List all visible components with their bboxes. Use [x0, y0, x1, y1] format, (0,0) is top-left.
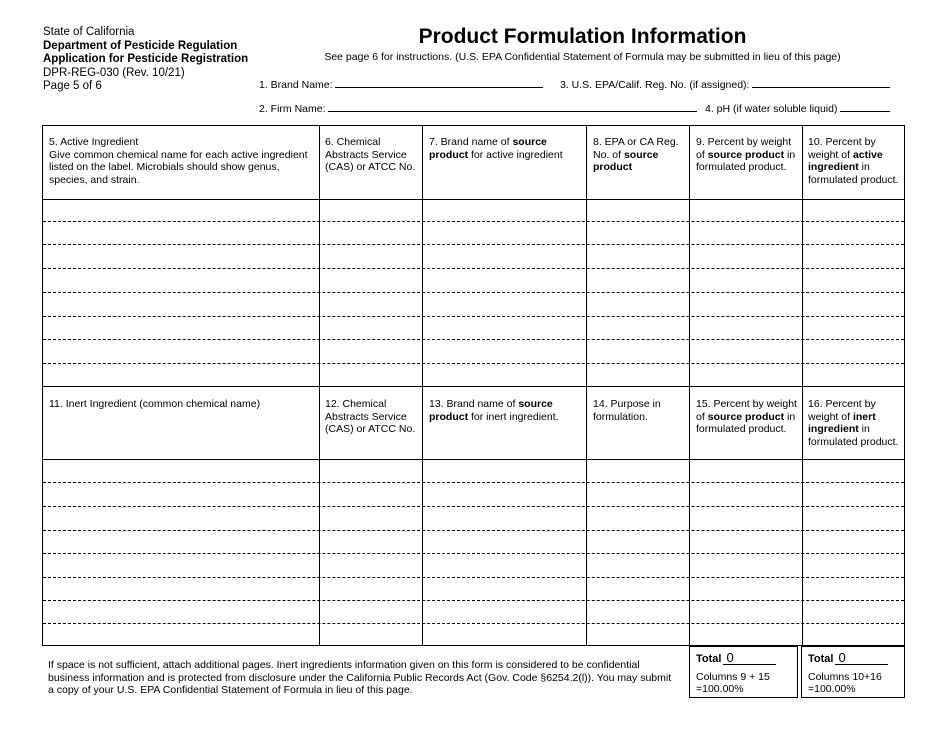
total-ingredient-caption-1: Columns 10+16 — [808, 671, 882, 683]
total-ingredient-value[interactable]: 0 — [835, 652, 888, 665]
ph-input[interactable] — [840, 100, 890, 112]
department-name: Department of Pesticide Regulation — [43, 39, 238, 52]
active-row-line — [43, 339, 904, 340]
total-ingredient-box — [801, 646, 905, 698]
reg-no-input[interactable] — [752, 76, 890, 88]
col13-header — [429, 398, 581, 423]
inert-row-line — [43, 482, 904, 483]
col8-text-b: source product — [593, 148, 659, 173]
reg-no-label: 3. U.S. EPA/Calif. Reg. No. (if assigned): — [560, 79, 750, 91]
brand-name-label: 1. Brand Name: — [259, 79, 333, 91]
col9-header — [696, 136, 798, 174]
brand-name-field[interactable] — [259, 76, 543, 91]
form-number: DPR-REG-030 (Rev. 10/21) — [43, 66, 185, 79]
col10-text-a: 10. Percent by weight of — [808, 136, 876, 161]
col9-text-b: source product — [707, 148, 785, 161]
col16-text-a: 16. Percent by weight of — [808, 398, 876, 423]
state-name: State of California — [43, 26, 135, 38]
col16-text-b: inert ingredient — [808, 410, 876, 435]
active-row-line — [43, 244, 904, 245]
col10-text-b: active ingredient — [808, 148, 883, 173]
total-source-caption-1: Columns 9 + 15 — [696, 671, 770, 683]
col7-text-b: source product — [429, 136, 547, 161]
form-header-block — [43, 26, 248, 94]
inert-row-line — [43, 577, 904, 578]
active-row-line — [43, 316, 904, 317]
col9-text-a: 9. Percent by weight of — [696, 136, 792, 161]
col7-text-c: for active ingredient — [468, 148, 563, 161]
firm-name-field[interactable] — [259, 100, 697, 115]
header-divider — [43, 459, 904, 460]
col15-text-a: 15. Percent by weight of — [696, 398, 797, 423]
total-source-caption-2: =100.00% — [696, 683, 744, 695]
col8-text-a: 8. EPA or CA Reg. No. of — [593, 136, 679, 161]
page-title: Product Formulation Information — [418, 25, 747, 48]
inert-row-line — [43, 623, 904, 624]
ph-label: 4. pH (if water soluble liquid) — [705, 103, 838, 115]
firm-name-label: 2. Firm Name: — [259, 103, 326, 115]
total-ingredient-caption — [808, 671, 882, 695]
page-number: Page 5 of 6 — [43, 80, 102, 92]
inert-row-line — [43, 506, 904, 507]
col10-text-c: in formulated product. — [808, 161, 899, 186]
firm-name-input[interactable] — [328, 100, 697, 112]
brand-name-input[interactable] — [335, 76, 543, 88]
col9-text-c: in formulated product. — [696, 148, 796, 173]
col13-text-c: for inert ingredient. — [468, 410, 559, 423]
col7-header — [429, 136, 581, 161]
col13-text-a: 13. Brand name of — [429, 398, 519, 410]
active-row-line — [43, 268, 904, 269]
inert-row-line — [43, 530, 904, 531]
col15-text-b: source product — [707, 410, 785, 423]
inert-row-line — [43, 553, 904, 554]
col15-text-c: in formulated product. — [696, 410, 796, 435]
section-divider — [43, 386, 904, 387]
total-ingredient-label: Total — [808, 653, 834, 665]
col6-header: 6. Chemical Abstracts Service (CAS) or ATCC No. — [325, 136, 416, 173]
ph-field[interactable] — [705, 100, 890, 115]
total-source-value[interactable]: 0 — [723, 652, 776, 665]
total-source-label: Total — [696, 653, 722, 665]
col5-text: Give common chemical name for each active ingredient listed on the label. Microbials should show genus, species, and strain. — [49, 148, 308, 186]
total-source-row — [696, 652, 776, 665]
col11-header: 11. Inert Ingredient (common chemical name) — [49, 398, 261, 410]
col16-text-c: in formulated product. — [808, 423, 899, 448]
active-row-line — [43, 292, 904, 293]
active-row-line — [43, 221, 904, 222]
confidentiality-note: If space is not sufficient, attach additional pages. Inert ingredients information given on this form is considered to be confidential business information and is protected from disclosure under the California Public Records Act (Gov. Code §6254.2(l)). You may submit a copy of your U.S. EPA Confidential Statement of Formula in lieu of this page. — [48, 659, 672, 696]
application-name: Application for Pesticide Registration — [43, 53, 249, 65]
inert-row-line — [43, 600, 904, 601]
page-subtitle: See page 6 for instructions. (U.S. EPA Confidential Statement of Formula may be submitted in lieu of this page) — [324, 51, 841, 63]
total-ingredient-row — [808, 652, 888, 665]
formulation-table — [42, 125, 905, 646]
col7-text-a: 7. Brand name of — [429, 136, 513, 148]
total-source-box — [689, 646, 798, 698]
total-source-caption — [696, 671, 770, 695]
col5-title: 5. Active Ingredient — [49, 136, 139, 148]
col13-text-b: source product — [429, 398, 553, 423]
reg-no-field[interactable] — [560, 76, 890, 91]
active-row-line — [43, 363, 904, 364]
col12-header: 12. Chemical Abstracts Service (CAS) or ATCC No. — [325, 398, 416, 435]
col15-header — [696, 398, 798, 436]
col8-header — [593, 136, 685, 174]
col16-header — [808, 398, 900, 448]
total-ingredient-caption-2: =100.00% — [808, 683, 856, 695]
col5-header — [49, 136, 311, 186]
header-divider — [43, 199, 904, 200]
col10-header — [808, 136, 900, 186]
col14-header: 14. Purpose in formulation. — [593, 398, 661, 423]
